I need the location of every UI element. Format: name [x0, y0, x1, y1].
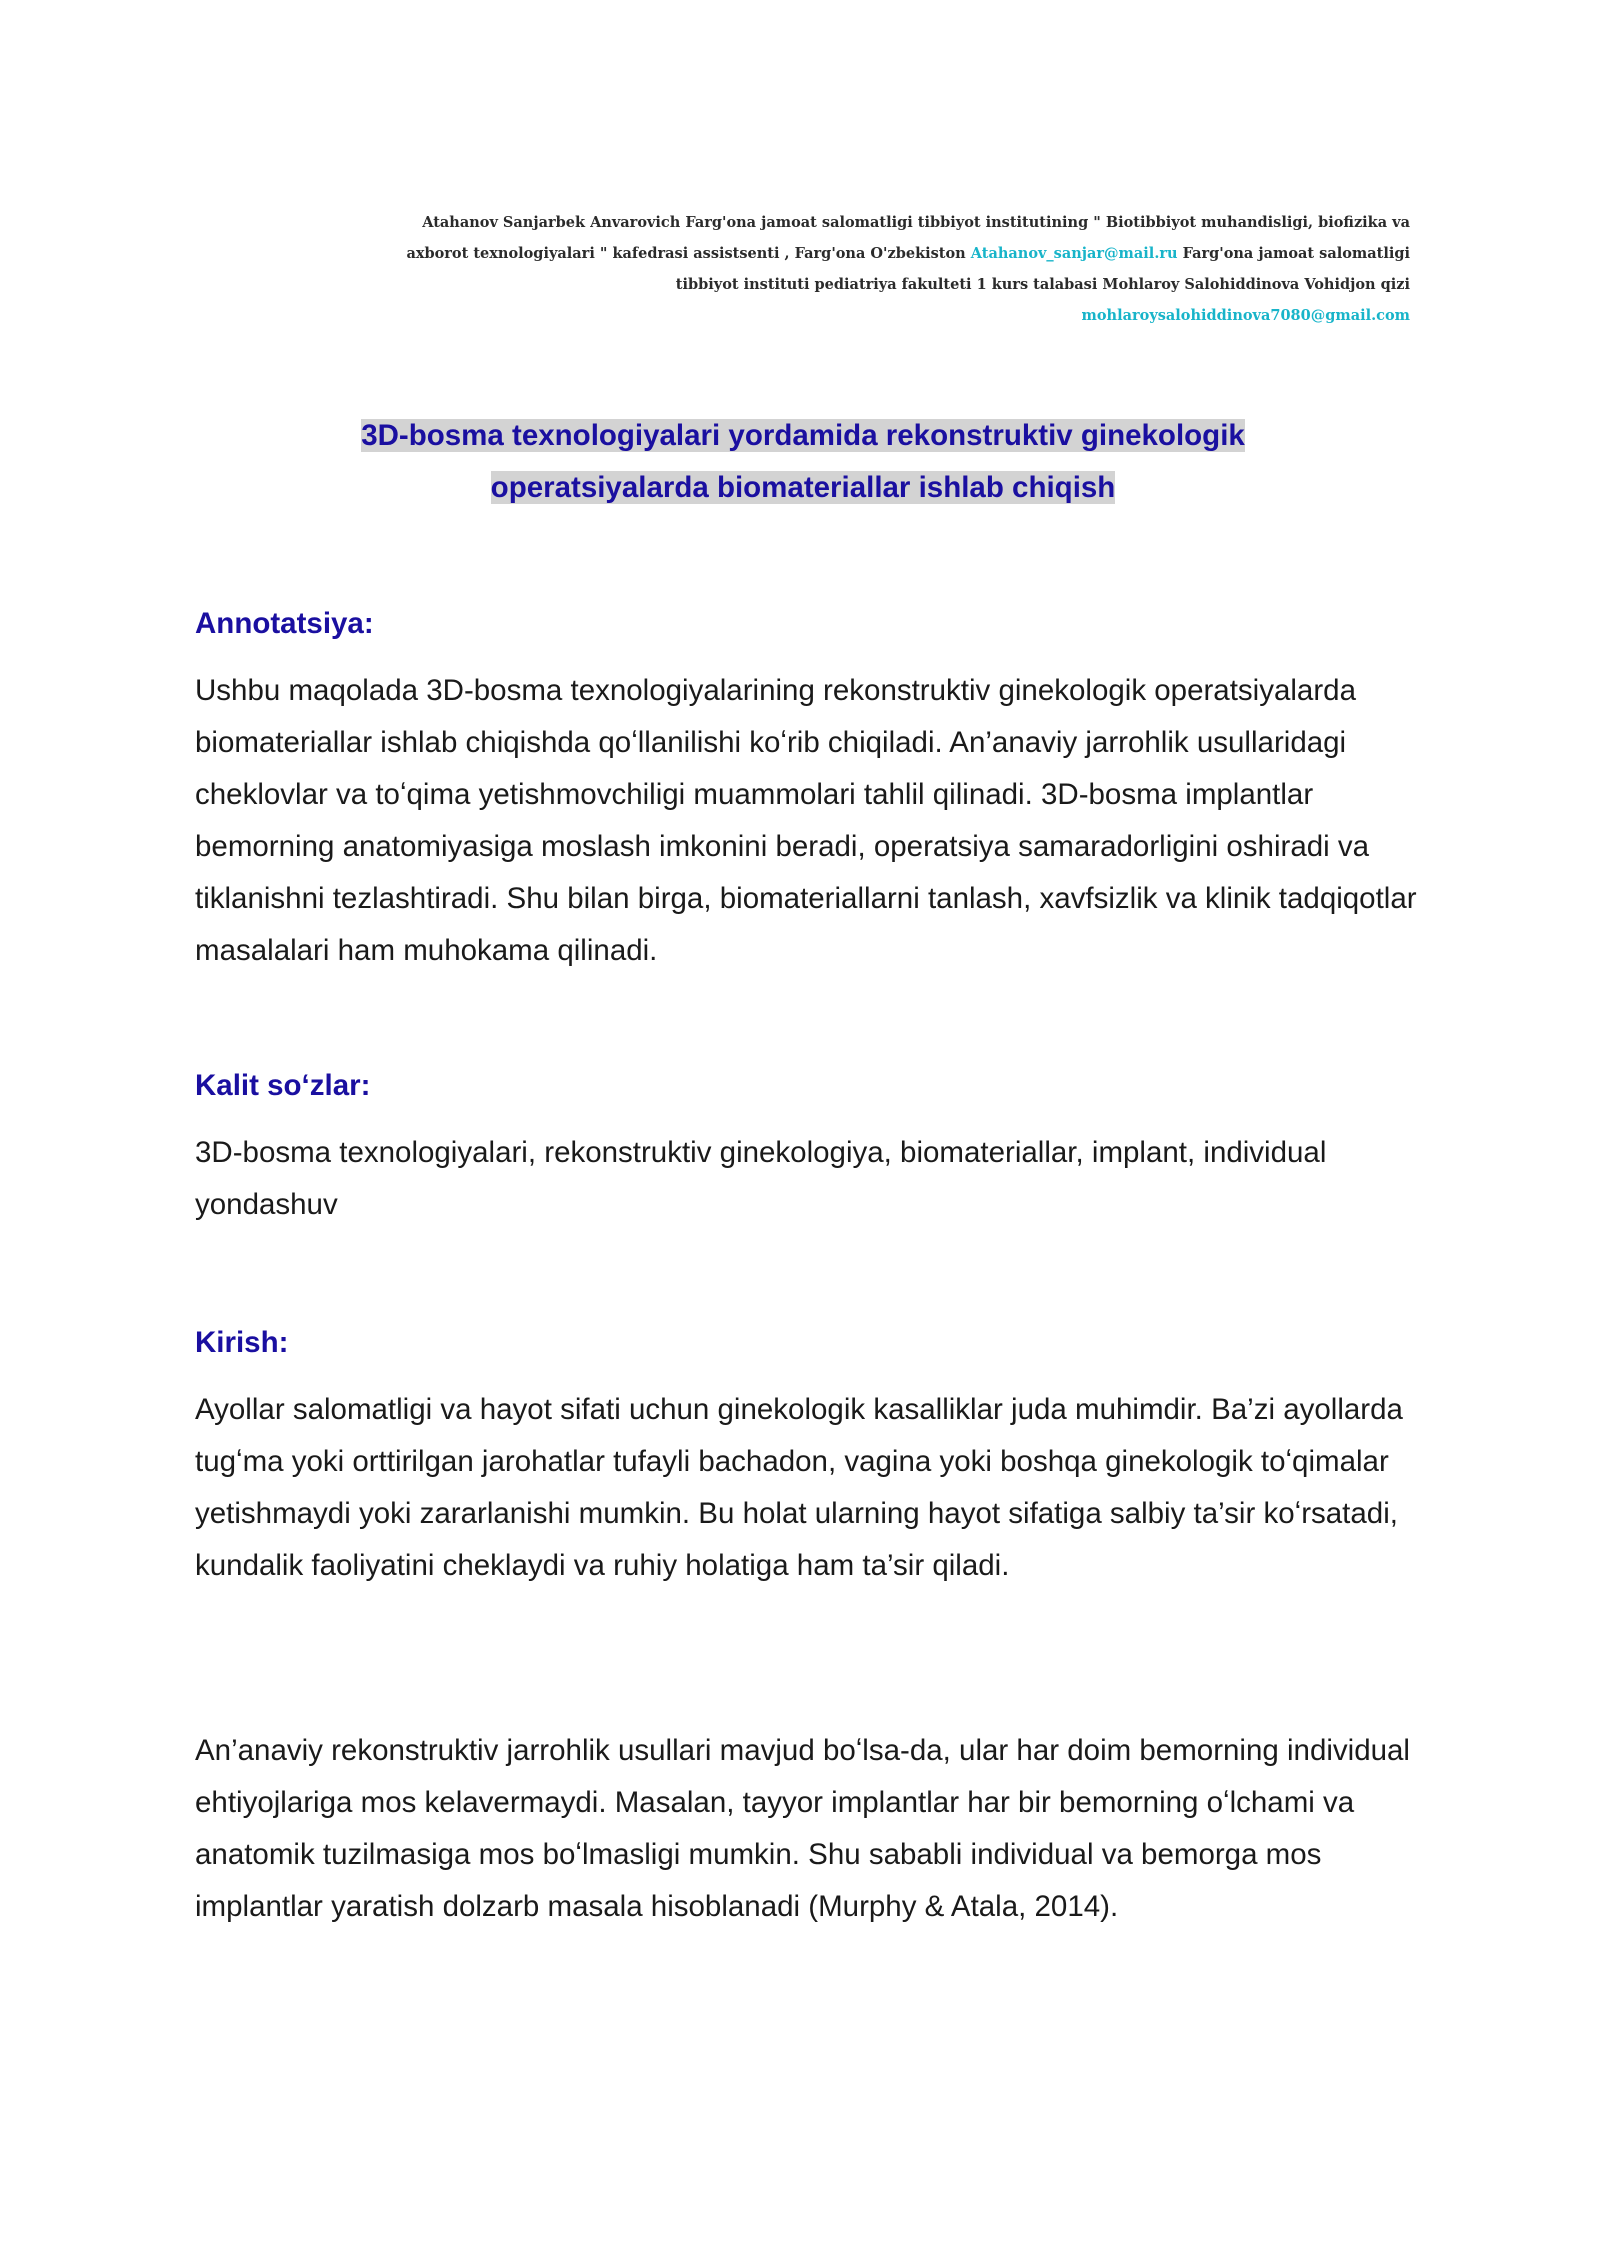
author-affiliation [380, 207, 1410, 331]
affiliation-line-4 [380, 300, 1410, 331]
author-email-link[interactable]: Atahanov_sanjar@mail.ru [970, 245, 1178, 262]
title-line-2 [150, 462, 1456, 514]
title-line-1 [150, 410, 1456, 462]
introduction-heading: Kirish: [195, 1326, 289, 1359]
introduction-paragraph-1: Ayollar salomatligi va hayot sifati uchun ginekologik kasalliklar juda muhimdir. Ba’zi ayollarda tugʻma yoki orttirilgan jarohatlar tufayli bachadon, vagina yoki boshqa ginekologik toʻqimalar yetishmaydi yoki zararlanishi mumkin. Bu holat ularning hayot sifatiga salbiy ta’sir koʻrsatadi, kundalik faoliyatini cheklaydi va ruhiy holatiga ham ta’sir qiladi. [195, 1393, 1403, 1582]
title-highlight: 3D-bosma texnologiyalari yordamida rekonstruktiv ginekologik [361, 419, 1245, 452]
student-email-link[interactable]: mohlaroysalohiddinova7080@gmail.com [1081, 307, 1410, 324]
affiliation-text: Farg'ona jamoat salomatligi [1177, 245, 1410, 262]
affiliation-line-2 [380, 238, 1410, 269]
affiliation-line-3: tibbiyot instituti pediatriya fakulteti 1 kurs talabasi Mohlaroy Salohiddinova Vohidjon qizi [675, 276, 1410, 293]
keywords-paragraph: 3D-bosma texnologiyalari, rekonstruktiv ginekologiya, biomateriallar, implant, individual yondashuv [195, 1136, 1327, 1221]
paper-title [150, 410, 1456, 514]
title-highlight: operatsiyalarda biomateriallar ishlab chiqish [490, 471, 1116, 504]
affiliation-line-1: Atahanov Sanjarbek Anvarovich Farg'ona jamoat salomatligi tibbiyot institutining " Biotibbiyot muhandisligi, biofizika va [422, 214, 1410, 231]
annotation-paragraph: Ushbu maqolada 3D-bosma texnologiyalarining rekonstruktiv ginekologik operatsiyalarda biomateriallar ishlab chiqishda qoʻllanilishi koʻrib chiqiladi. An’anaviy jarrohlik usullaridagi cheklovlar va toʻqima yetishmovchiligi muammolari tahlil qilinadi. 3D-bosma implantlar bemorning anatomiyasiga moslash imkonini beradi, operatsiya samaradorligini oshiradi va tiklanishni tezlashtiradi. Shu bilan birga, biomateriallarni tanlash, xavfsizlik va klinik tadqiqotlar masalalari ham muhokama qilinadi. [195, 674, 1417, 967]
affiliation-text: axborot texnologiyalari " kafedrasi assistsenti , Farg'ona O'zbekiston [406, 245, 971, 262]
keywords-heading: Kalit soʻzlar: [195, 1069, 371, 1102]
introduction-paragraph-2: An’anaviy rekonstruktiv jarrohlik usullari mavjud boʻlsa-da, ular har doim bemorning individual ehtiyojlariga mos kelavermaydi. Masalan, tayyor implantlar har bir bemorning oʻlchami va anatomik tuzilmasiga mos boʻlmasligi mumkin. Shu sababli individual va bemorga mos implantlar yaratish dolzarb masala hisoblanadi (Murphy & Atala, 2014). [195, 1734, 1410, 1923]
annotation-heading: Annotatsiya: [195, 607, 374, 640]
